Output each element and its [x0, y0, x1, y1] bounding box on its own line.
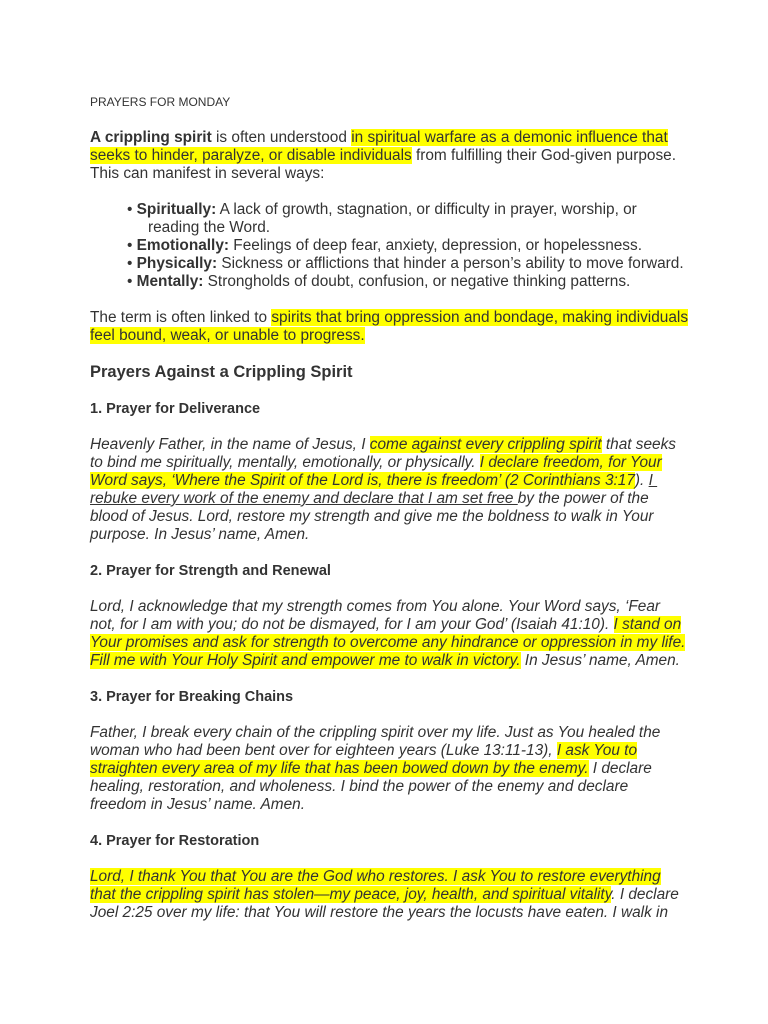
text-segment: freedom in Jesus’ name. Amen. [90, 796, 306, 813]
intro-paragraph [90, 129, 690, 183]
text-line [90, 237, 690, 255]
text-line [90, 309, 690, 327]
highlighted-text: I ask You to [556, 742, 638, 759]
prayer-3-text [90, 724, 690, 814]
highlighted-text: in spiritual warfare as a demonic influence that [351, 129, 668, 146]
highlighted-text: I stand on [613, 616, 682, 633]
text-line [90, 634, 690, 652]
text-line [90, 742, 690, 760]
text-segment: • [127, 273, 137, 290]
text-segment: to bind me spiritually, mentally, emotionally, or physically. [90, 454, 480, 471]
prayer-2-heading [90, 562, 690, 580]
highlighted-text: seeks to hinder, paralyze, or disable individuals [90, 147, 412, 164]
text-line [90, 273, 690, 291]
text-segment: by the power of the [517, 490, 649, 507]
text-line [90, 201, 690, 219]
text-segment: I declare [588, 760, 652, 777]
section-heading [90, 363, 690, 382]
text-line [90, 526, 690, 544]
text-line [90, 724, 690, 742]
highlighted-text: Fill me with Your Holy Spirit and empower me to walk in victory. [90, 652, 521, 669]
prayer-4-heading [90, 832, 690, 850]
text-segment: 3. Prayer for Breaking Chains [90, 689, 294, 705]
text-segment: blood of Jesus. Lord, restore my strength and give me the boldness to walk in Your [90, 508, 654, 525]
text-segment: PRAYERS FOR MONDAY [90, 95, 231, 109]
text-segment: A lack of growth, stagnation, or difficulty in prayer, worship, or [216, 201, 637, 218]
text-segment: • [127, 201, 137, 218]
text-line [90, 400, 690, 418]
text-segment: woman who had been bent over for eighteen years (Luke 13:11-13), [90, 742, 557, 759]
text-segment: Joel 2:25 over my life: that You will restore the years the locusts have eaten. I walk in [90, 904, 669, 921]
text-segment: reading the Word. [148, 219, 271, 236]
text-line [90, 129, 690, 147]
bold-text: A crippling spirit [90, 129, 212, 146]
text-segment: Strongholds of doubt, confusion, or negative thinking patterns. [203, 273, 631, 290]
text-segment: 4. Prayer for Restoration [90, 833, 260, 849]
text-line [90, 886, 690, 904]
text-line [90, 832, 690, 850]
text-segment: Feelings of deep fear, anxiety, depression, or hopelessness. [229, 237, 642, 254]
bold-text: Spiritually: [136, 201, 217, 218]
highlighted-text: Lord, I thank You that You are the God who restores. I ask You to restore everything [90, 868, 661, 885]
highlighted-text: Word says, ‘Where the Spirit of the Lord is, there is freedom’ (2 Corinthians 3:17 [90, 472, 635, 489]
text-segment: • [127, 255, 137, 272]
highlighted-text: Your promises and ask for strength to overcome any hindrance or oppression in my life. [90, 634, 686, 651]
text-segment: from fulfilling their God-given purpose. [411, 147, 677, 164]
text-segment: that seeks [601, 436, 677, 453]
text-line [90, 868, 690, 886]
text-segment: healing, restoration, and wholeness. I bind the power of the enemy and declare [90, 778, 629, 795]
highlighted-text: feel bound, weak, or unable to progress. [90, 327, 365, 344]
term-paragraph [90, 309, 690, 345]
text-line [90, 472, 690, 490]
text-line [90, 255, 690, 273]
text-line [90, 147, 690, 165]
bold-text: Mentally: [136, 273, 204, 290]
text-segment: Lord, I acknowledge that my strength comes from You alone. Your Word says, ‘Fear [90, 598, 661, 615]
text-segment: 1. Prayer for Deliverance [90, 401, 261, 417]
text-line [90, 688, 690, 706]
text-line [90, 165, 690, 183]
document-page [90, 93, 690, 922]
text-line [90, 778, 690, 796]
text-line [90, 219, 690, 237]
bold-text: Physically: [136, 255, 218, 272]
bold-text: Emotionally: [136, 237, 230, 254]
text-segment: not, for I am with you; do not be dismayed, for I am your God’ (Isaiah 41:10). [90, 616, 614, 633]
text-line [90, 327, 690, 345]
text-segment: Sickness or afflictions that hinder a person’s ability to move forward. [217, 255, 684, 272]
underlined-text: I [648, 472, 658, 489]
text-line [90, 904, 690, 922]
highlighted-text: that the crippling spirit has stolen—my peace, joy, health, and spiritual vitality [90, 886, 612, 903]
prayer-3-heading [90, 688, 690, 706]
text-line [90, 436, 690, 454]
text-segment: In Jesus’ name, Amen. [520, 652, 680, 669]
text-line [90, 616, 690, 634]
text-segment: 2. Prayer for Strength and Renewal [90, 563, 331, 579]
text-line [90, 760, 690, 778]
prayer-1-text [90, 436, 690, 544]
text-line [90, 598, 690, 616]
highlighted-text: I declare freedom, for Your [479, 454, 662, 471]
highlighted-text: spirits that bring oppression and bondage, making individuals [271, 309, 689, 326]
highlighted-text: come against every crippling spirit [369, 436, 602, 453]
text-line [90, 796, 690, 814]
underlined-text: rebuke every work of the enemy and declare that I am set free [90, 490, 518, 507]
text-line [90, 562, 690, 580]
text-segment: is often understood [211, 129, 352, 146]
prayer-4-text [90, 868, 690, 922]
manifestation-list [90, 201, 690, 291]
text-segment: Father, I break every chain of the crippling spirit over my life. Just as You healed the [90, 724, 661, 741]
text-segment: Prayers Against a Crippling Spirit [90, 363, 353, 381]
text-line [90, 363, 690, 382]
prayer-2-text [90, 598, 690, 670]
prayer-1-heading [90, 400, 690, 418]
text-segment: . I declare [611, 886, 679, 903]
text-segment: • [127, 237, 137, 254]
text-line [90, 93, 690, 111]
text-line [90, 508, 690, 526]
document-title [90, 93, 690, 111]
text-segment: This can manifest in several ways: [90, 165, 325, 182]
text-line [90, 490, 690, 508]
text-line [90, 652, 690, 670]
highlighted-text: straighten every area of my life that has been bowed down by the enemy. [90, 760, 589, 777]
text-segment: The term is often linked to [90, 309, 272, 326]
text-segment: ). [634, 472, 649, 489]
text-segment: Heavenly Father, in the name of Jesus, I [90, 436, 370, 453]
text-segment: purpose. In Jesus’ name, Amen. [90, 526, 310, 543]
text-line [90, 454, 690, 472]
